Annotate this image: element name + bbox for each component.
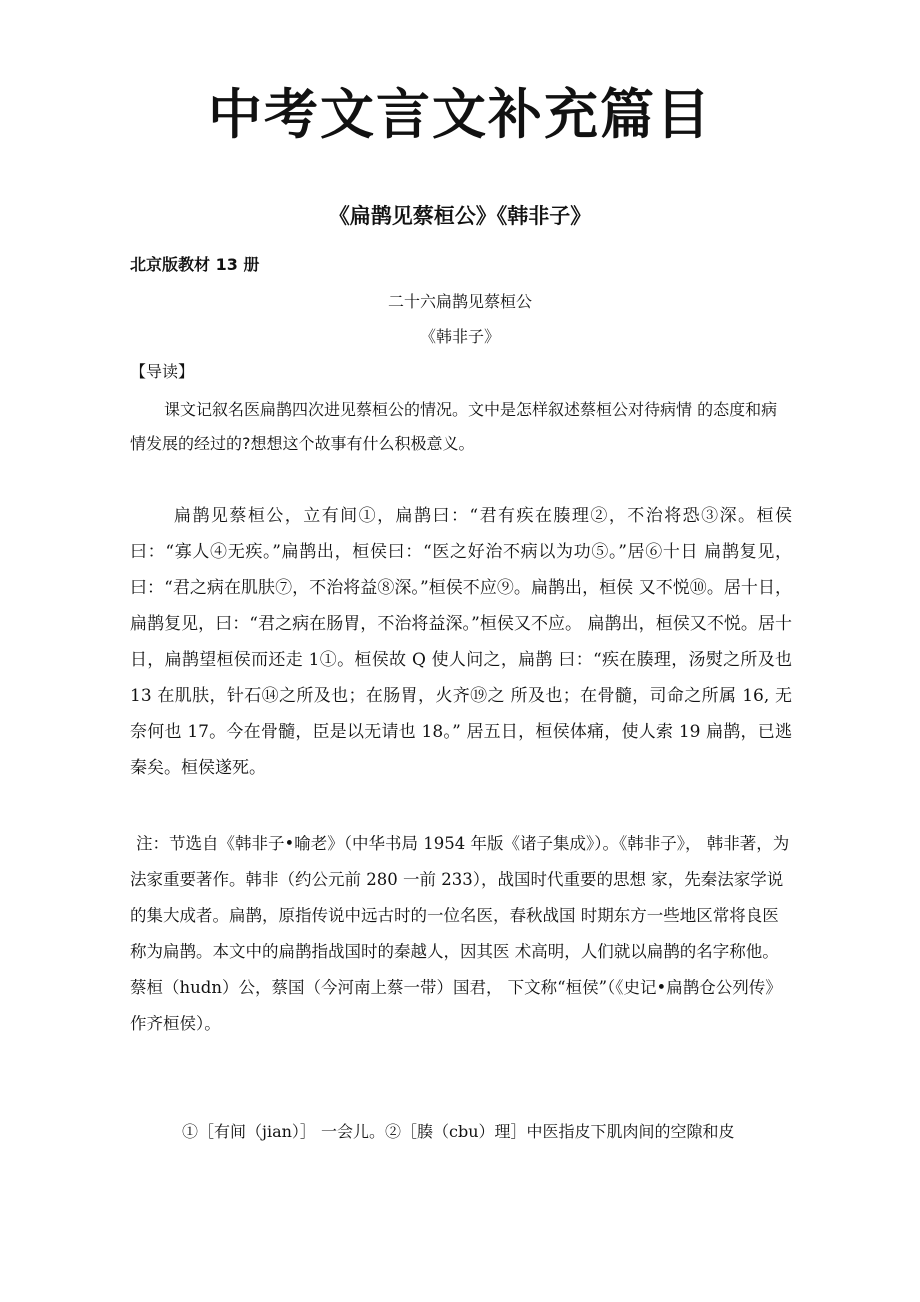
annotation-paragraph: 注：节选自《韩非子•喻老》（中华书局 1954 年版《诸子集成》）。《韩非子》， 韩非著，为法家重要著作。韩非（约公元前 280 一前 233），战国时代重要的思想 家，先秦法家学说的集大成者。扁鹊，原指传说中远古时的一位名医，春秋战国 时期东方一些地区常将良医称为扁鹊。本文中的扁鹊指战国时的秦越人，因其医 术高明，人们就以扁鹊的名字称他。蔡桓（hudn）公，蔡国（今河南上蔡一带）国君， 下文称“桓侯”（《史记•扁鹊仓公列传》作齐桓侯）。	[130, 834, 790, 1033]
lesson-title: 二十六扁鹊见蔡桓公	[387, 292, 532, 311]
guide-paragraph: 课文记叙名医扁鹊四次进见蔡桓公的情况。文中是怎样叙述蔡桓公对待病情 的态度和病情发展的经过的?想想这个故事有什么积极意义。	[130, 400, 778, 453]
lesson-source: 《韩非子》	[419, 327, 500, 346]
footnote-paragraph: ①［有间（jian）］ 一会儿。②［腠（cbu）理］中医指皮下肌肉间的空隙和皮	[182, 1122, 735, 1141]
guide-heading: 【导读】	[130, 362, 195, 381]
page-title: 中考文言文补充篇目	[208, 83, 712, 146]
section-title: 《扁鹊见蔡桓公》《韩非子》	[328, 204, 592, 228]
edition-label: 北京版教材 13 册	[130, 255, 260, 274]
classical-text-paragraph: 扁鹊见蔡桓公，立有间①，扁鹊曰：“君有疾在腠理②，不治将恐③深。桓侯曰：“寡人④无疾。”扁鹊出，桓侯曰：“医之好治不病以为功⑤。”居⑥十日 扁鹊复见，曰：“君之病在肌肤⑦，不治将益⑧深。”桓侯不应⑨。扁鹊出，桓侯 又不悦⑩。居十日，扁鹊复见，曰：“君之病在肠胃，不治将益深。”桓侯又不应。 扁鹊出，桓侯又不悦。居十日，扁鹊望桓侯而还走 1①。桓侯故 Q 使人问之，扁鹊 曰：“疾在腠理，汤熨之所及也 13 在肌肤，针石⑭之所及也；在肠胃，火齐⑲之 所及也；在骨髓，司命之所属 16, 无奈何也 17。今在骨髓，臣是以无请也 18。” 居五日，桓侯体痛，使人索 19 扁鹊，已逃秦矣。桓侯遂死。	[130, 506, 792, 778]
